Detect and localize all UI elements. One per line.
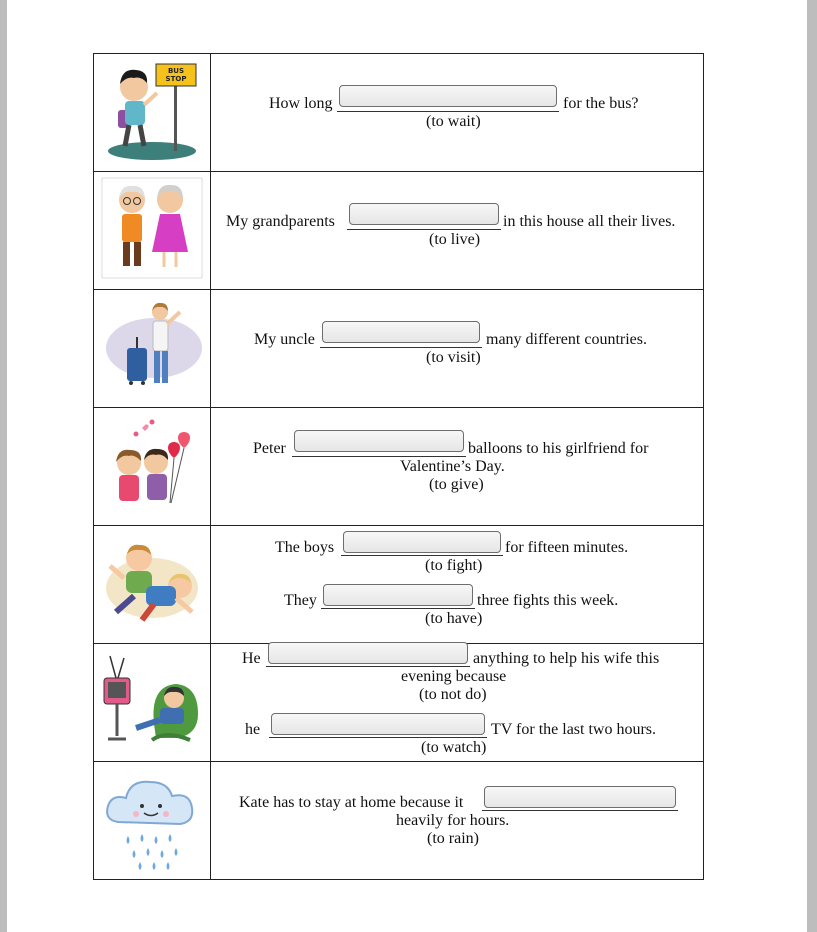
exercise-table bbox=[93, 53, 704, 880]
sentence-b-after: TV for the last two hours. bbox=[491, 721, 657, 738]
verb-hint: (to visit) bbox=[426, 349, 481, 366]
man-watching-tv-icon bbox=[94, 644, 210, 760]
answer-underline bbox=[269, 737, 487, 738]
picture-cell bbox=[94, 762, 211, 880]
answer-blank-2[interactable] bbox=[349, 203, 499, 225]
answer-underline bbox=[482, 810, 678, 811]
sentence-cell bbox=[211, 526, 704, 644]
window-edge-left bbox=[0, 0, 7, 932]
grandparents-icon bbox=[94, 172, 210, 288]
answer-underline bbox=[320, 347, 482, 348]
sentence-before: Peter bbox=[253, 440, 286, 457]
sentence-before: Kate has to stay at home because it bbox=[239, 794, 464, 811]
boy-at-bus-stop-icon bbox=[94, 54, 210, 170]
answer-blank-3[interactable] bbox=[322, 321, 480, 343]
window-edge-right bbox=[807, 0, 817, 932]
rain-cloud-icon bbox=[94, 762, 210, 878]
exercise-row-1 bbox=[94, 54, 704, 172]
verb-hint-a: (to fight) bbox=[425, 557, 483, 574]
answer-underline bbox=[266, 666, 470, 667]
sentence-cell bbox=[211, 644, 704, 762]
verb-hint: (to wait) bbox=[426, 113, 481, 130]
answer-blank-5b[interactable] bbox=[323, 584, 473, 606]
sentence-after: balloons to his girlfriend for bbox=[468, 440, 649, 457]
picture-cell bbox=[94, 644, 211, 762]
verb-hint-b: (to watch) bbox=[421, 739, 487, 756]
sentence-before: How long bbox=[269, 95, 333, 112]
sentence-continuation: heavily for hours. bbox=[396, 812, 510, 829]
answer-blank-7[interactable] bbox=[484, 786, 676, 808]
sentence-cell bbox=[211, 172, 704, 290]
answer-underline bbox=[292, 456, 466, 457]
answer-blank-5a[interactable] bbox=[343, 531, 501, 553]
sentence-before: My grandparents bbox=[226, 213, 335, 230]
sentence-cell bbox=[211, 54, 704, 172]
sentence-a-before: The boys bbox=[275, 539, 335, 556]
exercise-row-3 bbox=[94, 290, 704, 408]
sentence-after: many different countries. bbox=[486, 331, 647, 348]
exercise-row-2 bbox=[94, 172, 704, 290]
picture-cell bbox=[94, 290, 211, 408]
verb-hint: (to give) bbox=[429, 476, 484, 493]
answer-blank-6a[interactable] bbox=[268, 642, 468, 664]
sentence-a-after: anything to help his wife this bbox=[473, 650, 660, 667]
sentence-cell bbox=[211, 762, 704, 880]
sentence-cell bbox=[211, 408, 704, 526]
bus-stop-sign-line1: BUS bbox=[167, 67, 185, 75]
verb-hint: (to rain) bbox=[427, 830, 479, 847]
sentence-after: in this house all their lives. bbox=[503, 213, 676, 230]
sentence-before: My uncle bbox=[254, 331, 315, 348]
answer-blank-6b[interactable] bbox=[271, 713, 485, 735]
kissing-couple-balloons-icon bbox=[94, 408, 210, 524]
exercise-row-7 bbox=[94, 762, 704, 880]
bus-stop-sign-line2: STOP bbox=[165, 75, 187, 83]
exercise-row-6 bbox=[94, 644, 704, 762]
exercise-row-5 bbox=[94, 526, 704, 644]
verb-hint-a: (to not do) bbox=[419, 686, 487, 703]
sentence-continuation: Valentine’s Day. bbox=[400, 458, 505, 475]
answer-underline bbox=[347, 229, 501, 230]
answer-blank-4[interactable] bbox=[294, 430, 464, 452]
sentence-a-after: for fifteen minutes. bbox=[505, 539, 629, 556]
boys-fighting-icon bbox=[94, 526, 210, 642]
sentence-a-before: He bbox=[242, 650, 261, 667]
answer-underline bbox=[321, 608, 475, 609]
sentence-b-before: he bbox=[245, 721, 261, 738]
answer-underline bbox=[341, 555, 503, 556]
traveler-with-suitcase-icon bbox=[94, 290, 210, 406]
sentence-a-continuation: evening because bbox=[401, 668, 507, 685]
exercise-row-4 bbox=[94, 408, 704, 526]
answer-blank-1[interactable] bbox=[339, 85, 557, 107]
sentence-after: for the bus? bbox=[563, 95, 639, 112]
picture-cell bbox=[94, 526, 211, 644]
picture-cell bbox=[94, 54, 211, 172]
answer-underline bbox=[337, 111, 559, 112]
sentence-b-after: three fights this week. bbox=[477, 592, 619, 609]
verb-hint-b: (to have) bbox=[425, 610, 483, 627]
sentence-cell bbox=[211, 290, 704, 408]
picture-cell bbox=[94, 408, 211, 526]
sentence-b-before: They bbox=[284, 592, 317, 609]
verb-hint: (to live) bbox=[429, 231, 481, 248]
picture-cell bbox=[94, 172, 211, 290]
